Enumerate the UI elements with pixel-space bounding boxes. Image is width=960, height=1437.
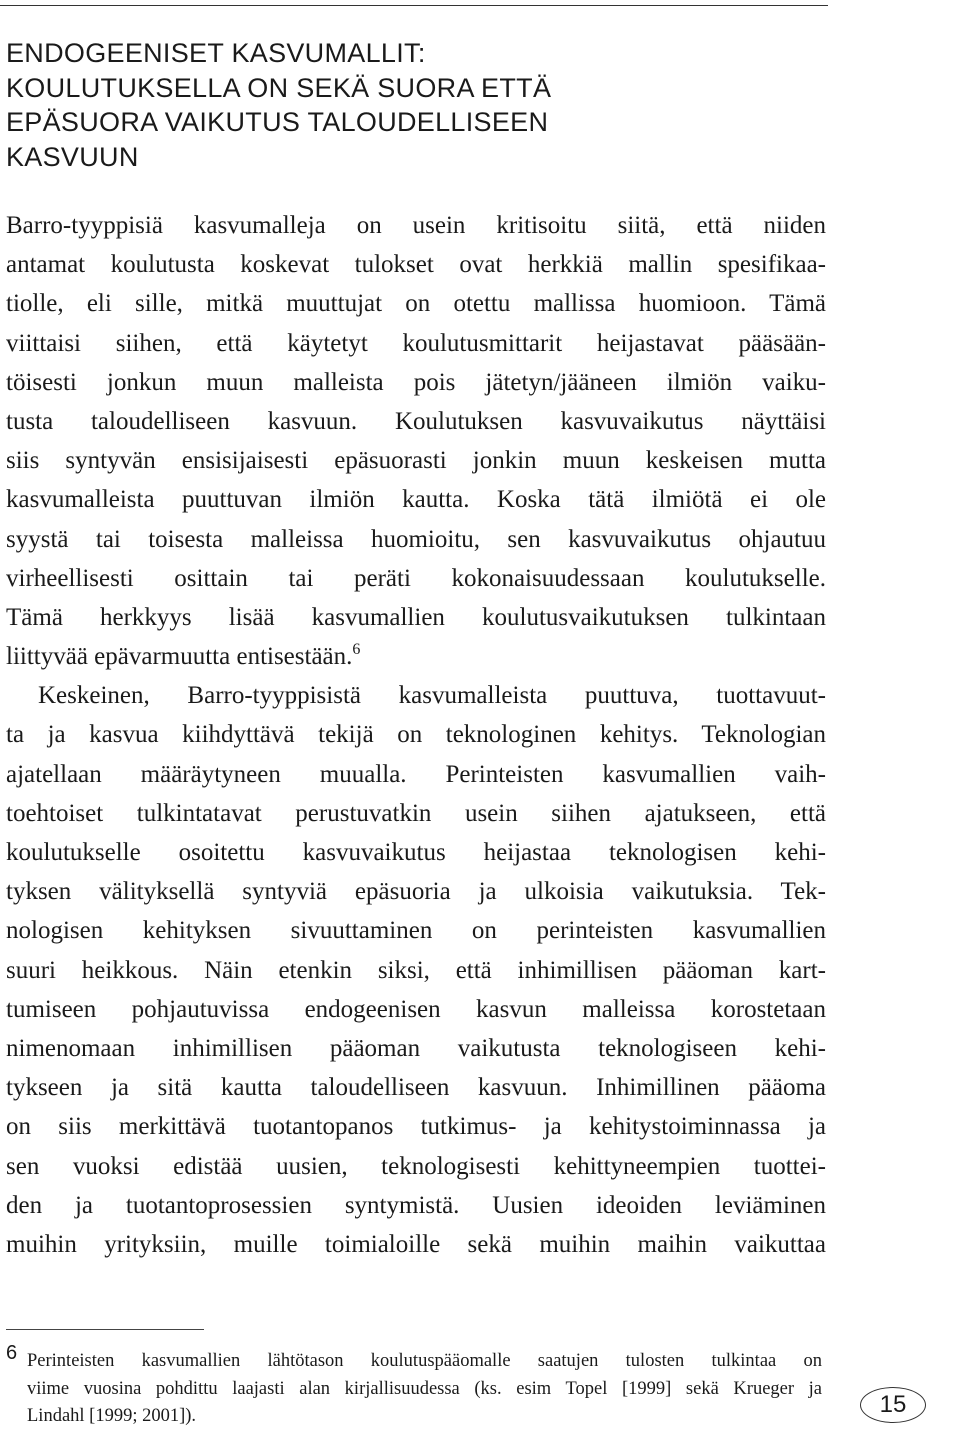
paragraph-line-text: liittyvää epävarmuutta entisestään. xyxy=(6,643,353,671)
paragraph-line: tumiseen pohjautuvissa endogeenisen kasvun malleissa korostetaan xyxy=(6,995,826,1023)
paragraph-line: siis syntyvän ensisijaisesti epäsuorasti jonkin muun keskeisen mutta xyxy=(6,447,826,475)
paragraph-line: den ja tuotantoprosessien syntymistä. Uusien ideoiden leviäminen xyxy=(6,1191,826,1219)
paragraph-line: Tämä herkkyys lisää kasvumallien koulutusvaikutuksen tulkintaan xyxy=(6,603,826,631)
paragraph-line: syystä tai toisesta malleissa huomioitu, sen kasvuvaikutus ohjautuu xyxy=(6,525,826,553)
paragraph-line: tykseen ja sitä kautta taloudelliseen kasvuun. Inhimillinen pääoma xyxy=(6,1074,826,1102)
heading-line: KOULUTUKSELLA ON SEKÄ SUORA ETTÄ xyxy=(6,72,552,103)
footnote-line: Lindahl [1999; 2001]). xyxy=(27,1406,197,1426)
paragraph-line: antamat koulutusta koskevat tulokset ovat herkkiä mallin spesifikaa- xyxy=(6,251,826,279)
paragraph-line: nologisen kehityksen sivuuttaminen on perinteisten kasvumallien xyxy=(6,917,826,945)
paragraph-line: virheellisesti osittain tai peräti kokonaisuudessaan koulutukselle. xyxy=(6,564,826,592)
paragraph-line: koulutukselle osoitettu kasvuvaikutus heijastaa teknologisen kehi- xyxy=(6,839,826,866)
paragraph-line: ajatellaan määräytyneen muualla. Perinteisten kasvumallien vaih- xyxy=(6,760,826,788)
heading-line: ENDOGEENISET KASVUMALLIT: xyxy=(6,38,426,68)
paragraph-line: sen vuoksi edistää uusien, teknologisesti kehittyneempien tuottei- xyxy=(6,1152,826,1180)
paragraph-line: on siis merkittävä tuotantopanos tutkimus- ja kehitystoiminnassa ja xyxy=(6,1113,826,1141)
paragraph-line: viittaisi siihen, että käytetyt koulutusmittarit heijastavat pääsään- xyxy=(6,329,826,357)
top-rule xyxy=(0,5,828,6)
footnote xyxy=(6,1342,822,1431)
heading-line: EPÄSUORA VAIKUTUS TALOUDELLISEEN xyxy=(6,107,549,137)
footnote-line: Perinteisten kasvumallien lähtötason koulutuspääomalle saatujen tulosten tulkintaa on xyxy=(27,1351,822,1371)
paragraph-line: tiolle, eli sille, mitkä muuttujat on otettu mallissa huomioon. Tämä xyxy=(6,290,826,318)
body-text xyxy=(6,206,826,1264)
paragraph-last-line xyxy=(6,637,826,676)
footnote-number: 6 xyxy=(6,1342,18,1364)
page-number: 15 xyxy=(860,1387,926,1423)
footnote-line: viime vuosina pohdittu laajasti alan kirjallisuudessa (ks. esim Topel [1999] sekä Krueger ja xyxy=(27,1378,822,1399)
paragraph-line: nimenomaan inhimillisen pääoman vaikutusta teknologiseen kehi- xyxy=(6,1034,826,1062)
paragraph-line: toehtoiset tulkintatavat perustuvatkin usein siihen ajatukseen, että xyxy=(6,799,826,827)
paragraph-line: Keskeinen, Barro-tyyppisistä kasvumalleista puuttuva, tuottavuut- xyxy=(38,682,826,710)
footnote-reference[interactable]: 6 xyxy=(352,641,361,659)
paragraph-line: muihin yrityksiin, muille toimialoille sekä muihin maihin vaikuttaa xyxy=(6,1230,826,1258)
section-heading xyxy=(6,36,806,174)
paragraph-line: tyksen välityksellä syntyviä epäsuoria ja ulkoisia vaikutuksia. Tek- xyxy=(6,878,826,906)
paragraph-line: töisesti jonkun muun malleista pois jätetyn/jääneen ilmiön vaiku- xyxy=(6,368,826,396)
footnote-divider xyxy=(6,1329,204,1330)
heading-line: KASVUUN xyxy=(6,141,139,172)
paragraph-line: tusta taloudelliseen kasvuun. Koulutuksen kasvuvaikutus näyttäisi xyxy=(6,407,826,435)
paragraph-line: ta ja kasvua kiihdyttävä tekijä on teknologinen kehitys. Teknologian xyxy=(6,721,826,749)
paragraph-line: kasvumalleista puuttuvan ilmiön kautta. Koska tätä ilmiötä ei ole xyxy=(6,486,826,514)
paragraph-line: Barro-tyyppisiä kasvumalleja on usein kritisoitu siitä, että niiden xyxy=(6,212,826,239)
paragraph-line: suuri heikkous. Näin etenkin siksi, että inhimillisen pääoman kart- xyxy=(6,956,826,984)
